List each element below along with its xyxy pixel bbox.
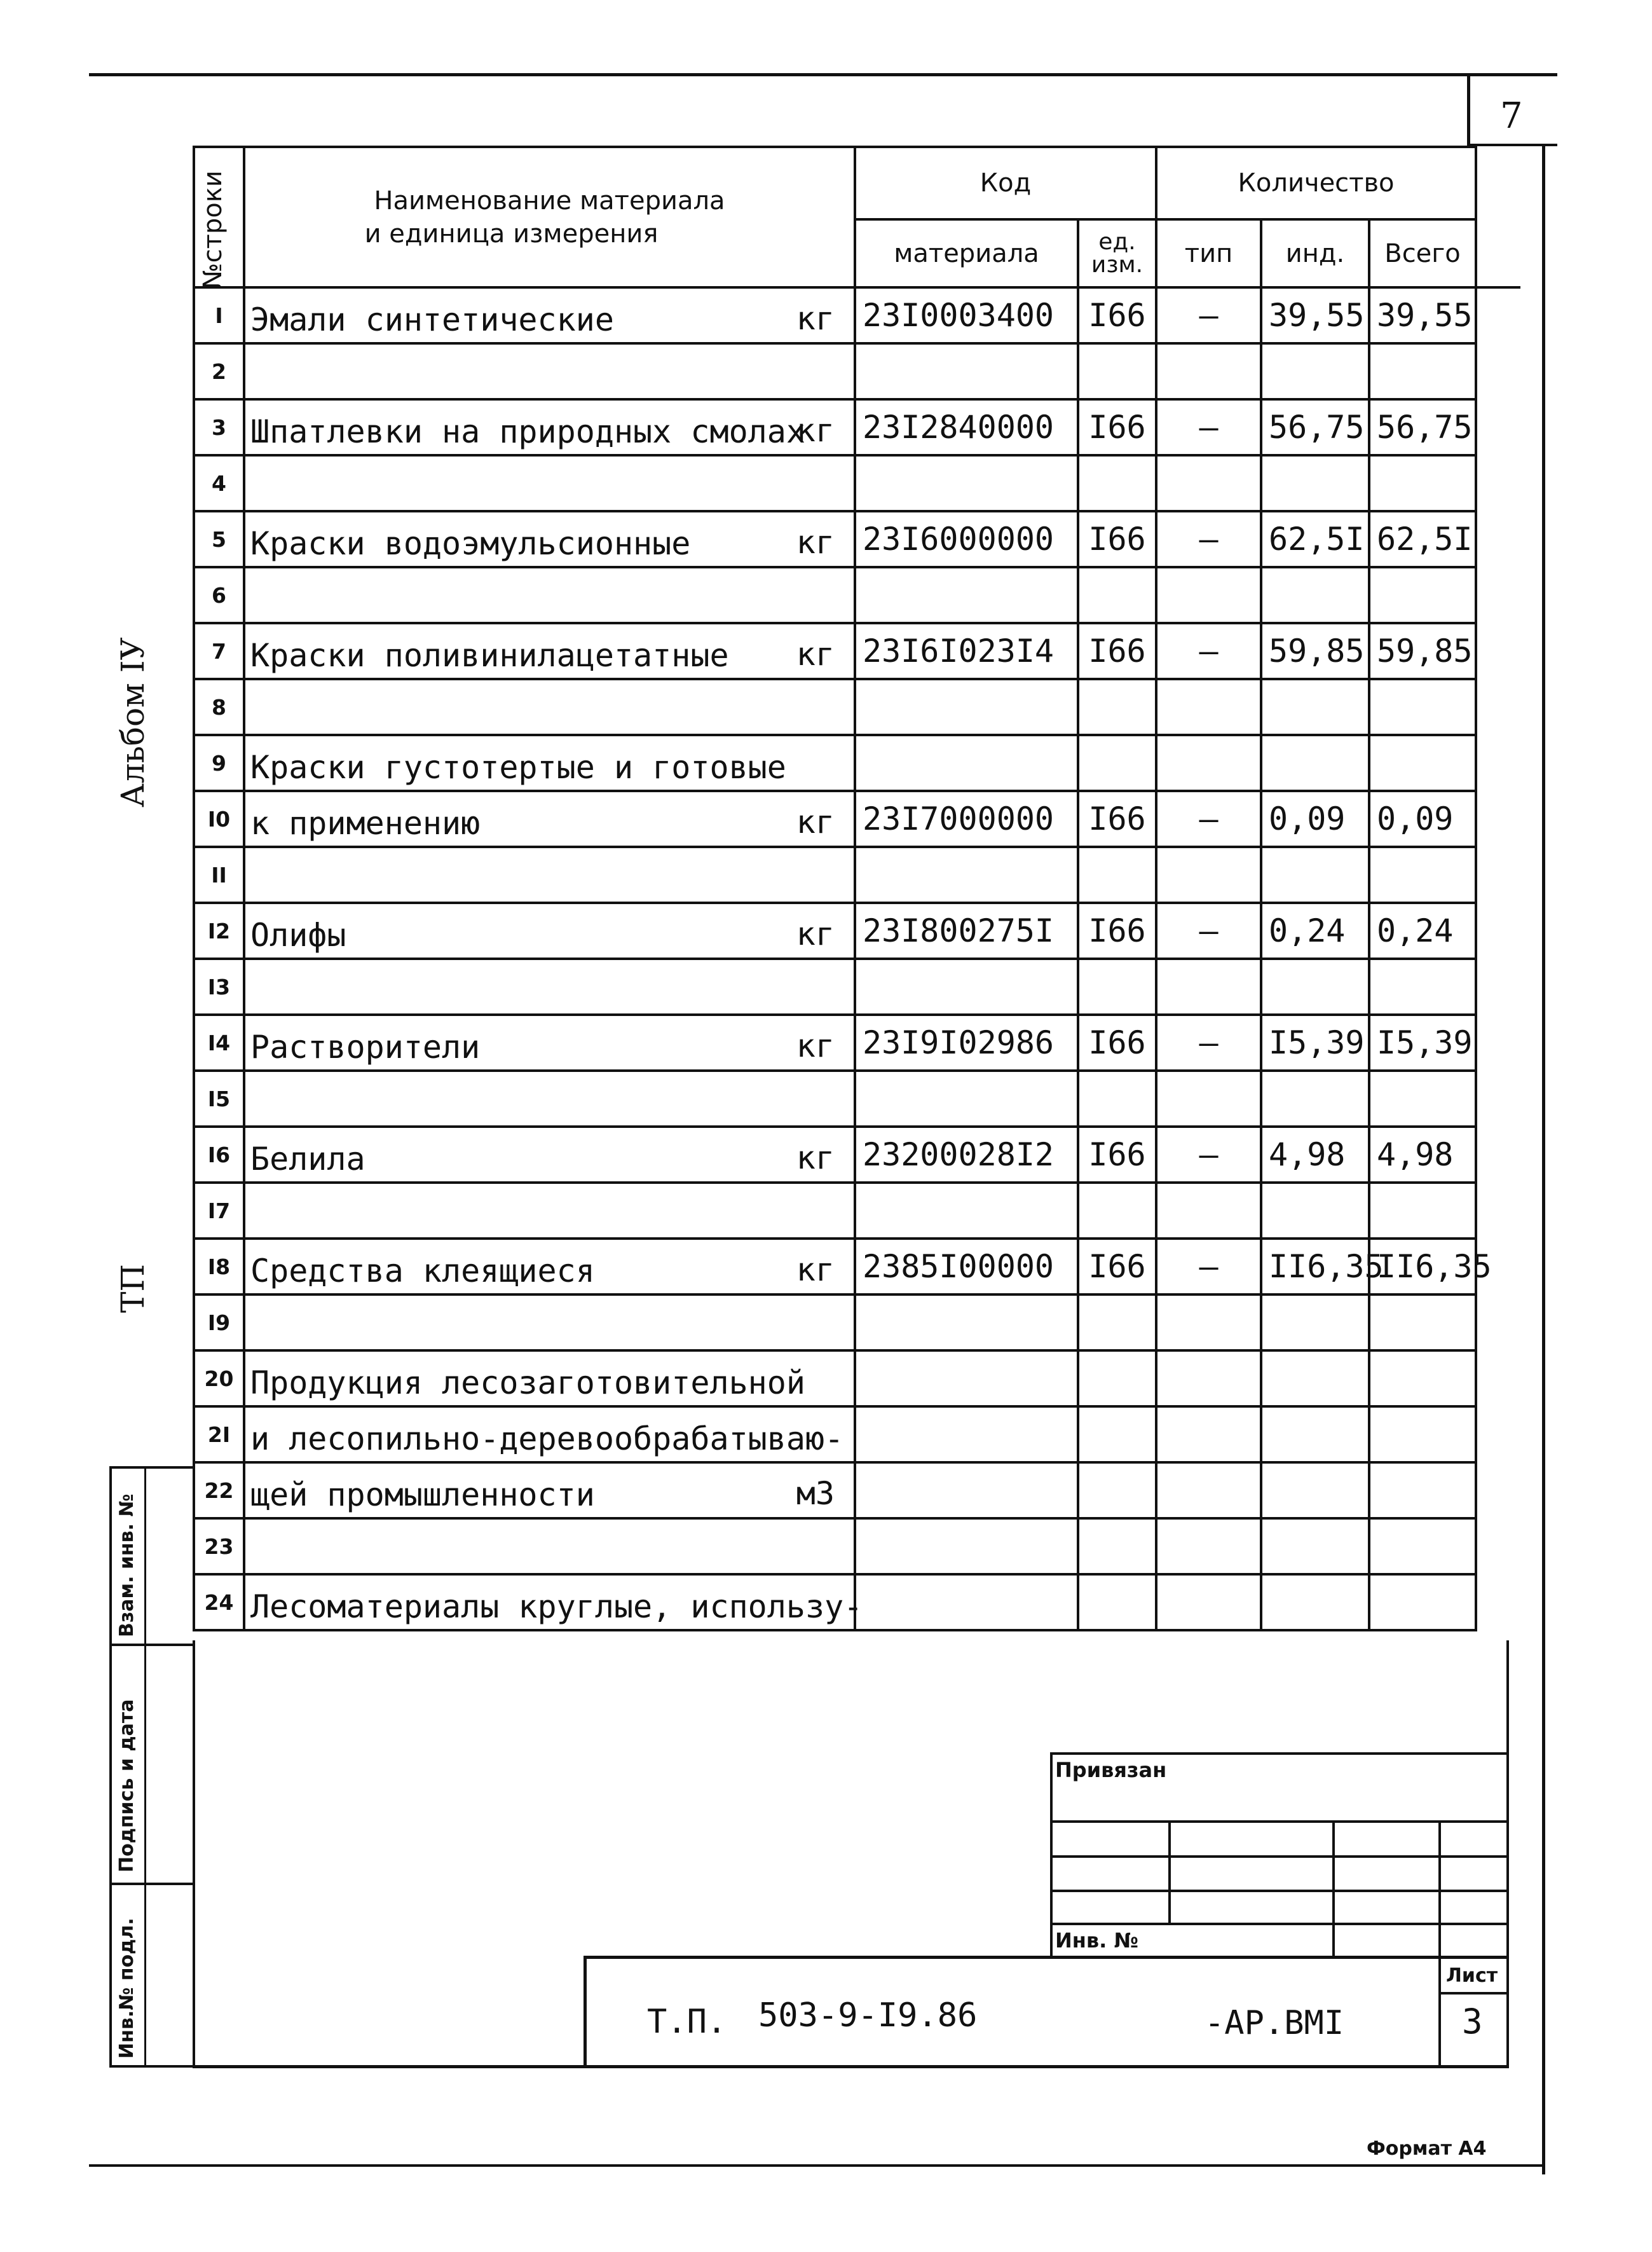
total-value — [1369, 1071, 1476, 1127]
row-number: I — [194, 287, 244, 343]
ind-value: 59,85 — [1261, 623, 1369, 679]
material-code — [855, 735, 1078, 791]
type-value — [1156, 847, 1261, 903]
unit-code — [1078, 1350, 1156, 1406]
total-value — [1369, 1518, 1476, 1574]
total-value: 62,5I — [1369, 511, 1476, 567]
row-spacer — [1476, 1350, 1520, 1406]
material-code — [855, 1183, 1078, 1239]
unit-code — [1078, 679, 1156, 735]
material-name-text: Эмали синтетические — [250, 301, 614, 338]
material-name — [244, 903, 855, 959]
type-value — [1156, 1183, 1261, 1239]
material-name — [244, 511, 855, 567]
code-group-header: Код — [855, 147, 1156, 219]
material-name-text: Белила — [250, 1141, 365, 1177]
material-code — [855, 1462, 1078, 1518]
material-name — [244, 399, 855, 455]
table-row — [194, 791, 1520, 847]
total-value: I5,39 — [1369, 1015, 1476, 1071]
stamp-box-top — [109, 1466, 194, 1469]
unit-code: I66 — [1078, 399, 1156, 455]
ind-value: 39,55 — [1261, 287, 1369, 343]
sheet-box-divider — [1438, 1992, 1509, 1995]
top-border-line — [89, 73, 1557, 76]
unit-label: кг — [796, 524, 835, 561]
unit-code — [1078, 1518, 1156, 1574]
material-code: 23I6I023I4 — [855, 623, 1078, 679]
row-spacer — [1476, 1574, 1520, 1630]
unit-code: I66 — [1078, 791, 1156, 847]
privyazan-top — [1050, 1752, 1509, 1755]
total-value: 0,09 — [1369, 791, 1476, 847]
unit-code — [1078, 1183, 1156, 1239]
material-name-text: и лесопильно-деревообрабатываю- — [250, 1420, 844, 1457]
unit-code — [1078, 735, 1156, 791]
row-spacer — [1476, 399, 1520, 455]
ind-value — [1261, 1071, 1369, 1127]
total-header: Всего — [1369, 219, 1476, 287]
name-header: Наименование материала и единица измерения — [244, 147, 855, 287]
material-name — [244, 1574, 863, 1630]
row-number: 2 — [194, 343, 244, 399]
table-row — [194, 455, 1520, 511]
unit-label: кг — [796, 300, 835, 337]
privyazan-col-3 — [1438, 1820, 1441, 1957]
row-number: I3 — [194, 959, 244, 1015]
inv-no-label: Инв. № — [1055, 1928, 1138, 1953]
material-code: 23I9I02986 — [855, 1015, 1078, 1071]
ind-value: II6,35 — [1261, 1239, 1369, 1294]
ind-value — [1261, 1406, 1369, 1462]
type-value: – — [1156, 903, 1261, 959]
table-row — [194, 903, 1520, 959]
row-spacer — [1476, 791, 1520, 847]
type-value — [1156, 1574, 1261, 1630]
row-number: I8 — [194, 1239, 244, 1294]
material-name — [244, 791, 855, 847]
unit-code-header: ед. изм. — [1078, 219, 1156, 287]
material-name — [244, 1239, 855, 1294]
total-value — [1369, 567, 1476, 623]
table-row — [194, 1294, 1520, 1350]
stamp-main-top — [584, 1956, 1509, 1959]
type-value: – — [1156, 287, 1261, 343]
total-value: 39,55 — [1369, 287, 1476, 343]
row-number: I4 — [194, 1015, 244, 1071]
row-number: 4 — [194, 455, 244, 511]
type-value — [1156, 1462, 1261, 1518]
ind-value: 4,98 — [1261, 1127, 1369, 1183]
total-value — [1369, 1350, 1476, 1406]
material-name-text: Шпатлевки на природных смолах — [250, 413, 805, 450]
material-name — [244, 343, 855, 399]
doc-number: 503-9-I9.86 — [758, 1996, 978, 2035]
format-label: Формат А4 — [1367, 2138, 1487, 2160]
type-value: – — [1156, 791, 1261, 847]
table-left-extension — [193, 1640, 195, 2068]
type-value: – — [1156, 623, 1261, 679]
type-value: – — [1156, 1127, 1261, 1183]
ind-value — [1261, 455, 1369, 511]
inv-podl-label: Инв.№ подл. — [116, 1918, 138, 2059]
total-value — [1369, 1183, 1476, 1239]
material-code — [855, 1406, 1078, 1462]
row-spacer — [1476, 1127, 1520, 1183]
row-spacer — [1476, 1294, 1520, 1350]
row-number: I2 — [194, 903, 244, 959]
title-block-bottom — [193, 2065, 1509, 2068]
row-number: I7 — [194, 1183, 244, 1239]
row-spacer — [1476, 1071, 1520, 1127]
row-number: 9 — [194, 735, 244, 791]
table-row — [194, 567, 1520, 623]
total-value — [1369, 1294, 1476, 1350]
material-name-text: Продукция лесозаготовительной — [250, 1364, 805, 1401]
unit-code — [1078, 1462, 1156, 1518]
unit-label: кг — [796, 636, 835, 673]
row-number: II — [194, 847, 244, 903]
ind-value — [1261, 679, 1369, 735]
total-value: 4,98 — [1369, 1127, 1476, 1183]
page-number-box-left — [1467, 73, 1470, 145]
ind-value — [1261, 1574, 1369, 1630]
ind-value — [1261, 567, 1369, 623]
material-code — [855, 1350, 1078, 1406]
unit-code — [1078, 343, 1156, 399]
table-row — [194, 1071, 1520, 1127]
right-border-line — [1542, 146, 1545, 2174]
row-number-header: №строки — [198, 170, 228, 289]
row-spacer — [1476, 623, 1520, 679]
material-name — [244, 567, 855, 623]
row-spacer — [1476, 847, 1520, 903]
unit-label: кг — [796, 916, 835, 952]
total-value — [1369, 455, 1476, 511]
privyazan-label: Привязан — [1055, 1758, 1167, 1782]
material-name-text: Средства клеящиеся — [250, 1253, 595, 1289]
row-spacer — [1476, 287, 1520, 343]
type-value — [1156, 567, 1261, 623]
material-name — [244, 1183, 855, 1239]
stamp-box-sep-1 — [109, 1644, 194, 1646]
type-value — [1156, 735, 1261, 791]
material-name-text: щей промышленности — [250, 1476, 595, 1513]
material-code — [855, 1518, 1078, 1574]
type-header: тип — [1156, 219, 1261, 287]
type-value: – — [1156, 1015, 1261, 1071]
material-code: 23I800275I — [855, 903, 1078, 959]
row-number: 20 — [194, 1350, 244, 1406]
material-name — [244, 1518, 855, 1574]
type-value: – — [1156, 399, 1261, 455]
type-value — [1156, 959, 1261, 1015]
material-code-header: материала — [855, 219, 1078, 287]
unit-label: кг — [796, 804, 835, 841]
privyazan-col-2 — [1332, 1820, 1335, 1957]
ind-value — [1261, 1350, 1369, 1406]
unit-code — [1078, 1406, 1156, 1462]
ind-value — [1261, 343, 1369, 399]
material-name — [244, 1350, 855, 1406]
row-spacer — [1476, 343, 1520, 399]
type-value — [1156, 1518, 1261, 1574]
unit-code: I66 — [1078, 1015, 1156, 1071]
type-value — [1156, 1406, 1261, 1462]
material-code: 23I7000000 — [855, 791, 1078, 847]
row-spacer — [1476, 959, 1520, 1015]
material-code — [855, 343, 1078, 399]
ind-value: 0,09 — [1261, 791, 1369, 847]
row-spacer — [1476, 903, 1520, 959]
material-code — [855, 1294, 1078, 1350]
material-name — [244, 1127, 855, 1183]
unit-code: I66 — [1078, 903, 1156, 959]
ind-value — [1261, 847, 1369, 903]
total-value: 0,24 — [1369, 903, 1476, 959]
material-code — [855, 679, 1078, 735]
row-number: 3 — [194, 399, 244, 455]
type-value — [1156, 343, 1261, 399]
total-value — [1369, 679, 1476, 735]
unit-code — [1078, 1294, 1156, 1350]
table-row — [194, 679, 1520, 735]
material-name — [244, 1406, 855, 1462]
material-name-text: Краски водоэмульсионные — [250, 525, 691, 562]
row-number: 7 — [194, 623, 244, 679]
material-name — [244, 455, 855, 511]
total-value — [1369, 1574, 1476, 1630]
material-name — [244, 623, 855, 679]
stamp-main-left — [584, 1956, 587, 2068]
material-name-text: к применению — [250, 805, 481, 842]
material-code: 23I6000000 — [855, 511, 1078, 567]
material-name — [244, 847, 855, 903]
type-value — [1156, 1350, 1261, 1406]
row-number: 23 — [194, 1518, 244, 1574]
table-row — [194, 1462, 1520, 1518]
row-spacer — [1476, 1015, 1520, 1071]
table-row — [194, 623, 1520, 679]
ind-value — [1261, 735, 1369, 791]
stamp-box-bottom — [109, 2065, 194, 2068]
row-spacer — [1476, 735, 1520, 791]
unit-label: кг — [796, 1139, 835, 1176]
unit-code: I66 — [1078, 1239, 1156, 1294]
type-value — [1156, 679, 1261, 735]
material-name — [244, 1294, 855, 1350]
material-name-text: Краски густотертые и готовые — [250, 749, 786, 786]
material-code: 23200028I2 — [855, 1127, 1078, 1183]
ind-value: 62,5I — [1261, 511, 1369, 567]
material-name — [244, 959, 855, 1015]
type-value: – — [1156, 1239, 1261, 1294]
bottom-border-line — [89, 2164, 1545, 2167]
table-row — [194, 1518, 1520, 1574]
ind-value — [1261, 1183, 1369, 1239]
materials-table — [193, 146, 1520, 1631]
ind-value — [1261, 1518, 1369, 1574]
table-row — [194, 847, 1520, 903]
privyazan-left — [1050, 1752, 1053, 1957]
table-bottom-right-extension — [1506, 1640, 1509, 2068]
table-row — [194, 1015, 1520, 1071]
ind-value — [1261, 1294, 1369, 1350]
row-spacer — [1476, 1406, 1520, 1462]
row-number: 8 — [194, 679, 244, 735]
ind-value — [1261, 1462, 1369, 1518]
album-label: Альбом IУ — [114, 637, 151, 807]
material-code — [855, 959, 1078, 1015]
total-value — [1369, 735, 1476, 791]
total-value: II6,35 — [1369, 1239, 1476, 1294]
unit-code — [1078, 1071, 1156, 1127]
ind-value — [1261, 959, 1369, 1015]
material-name-text: Растворители — [250, 1029, 481, 1066]
material-code — [855, 455, 1078, 511]
stamp-box-sep-2 — [109, 1883, 194, 1885]
unit-code — [1078, 847, 1156, 903]
sheet-label: Лист — [1446, 1965, 1498, 1987]
table-row — [194, 1574, 1520, 1630]
material-name — [244, 1071, 855, 1127]
stamp-box-left — [109, 1466, 112, 2068]
row-number: I6 — [194, 1127, 244, 1183]
material-code — [855, 1574, 1078, 1630]
material-name-text: Олифы — [250, 917, 346, 954]
table-edge-spacer — [1476, 147, 1520, 287]
row-number: 6 — [194, 567, 244, 623]
material-code: 23I0003400 — [855, 287, 1078, 343]
row-number: I5 — [194, 1071, 244, 1127]
table-row — [194, 959, 1520, 1015]
total-value — [1369, 1462, 1476, 1518]
unit-label: кг — [796, 412, 835, 449]
type-value — [1156, 455, 1261, 511]
total-value — [1369, 847, 1476, 903]
unit-label: кг — [796, 1027, 835, 1064]
type-value — [1156, 1294, 1261, 1350]
row-number: 22 — [194, 1462, 244, 1518]
vzam-inv-label: Взам. инв. № — [116, 1493, 138, 1637]
row-spacer — [1476, 511, 1520, 567]
total-value: 56,75 — [1369, 399, 1476, 455]
table-row — [194, 1239, 1520, 1294]
total-value: 59,85 — [1369, 623, 1476, 679]
row-number: I0 — [194, 791, 244, 847]
row-spacer — [1476, 679, 1520, 735]
material-name-text: Краски поливинилацетатные — [250, 637, 729, 674]
sheet-box-left — [1438, 1956, 1441, 2068]
row-number: I9 — [194, 1294, 244, 1350]
type-value — [1156, 1071, 1261, 1127]
ind-header: инд. — [1261, 219, 1369, 287]
unit-code: I66 — [1078, 623, 1156, 679]
unit-label: м3 — [796, 1475, 835, 1512]
sheet-number: 3 — [1462, 2001, 1483, 2042]
table-row — [194, 343, 1520, 399]
unit-code — [1078, 567, 1156, 623]
table-row — [194, 735, 1520, 791]
material-code: 23I2840000 — [855, 399, 1078, 455]
page-number: 7 — [1500, 95, 1523, 137]
table-row — [194, 287, 1520, 343]
material-name — [244, 287, 855, 343]
row-spacer — [1476, 1518, 1520, 1574]
unit-code: I66 — [1078, 1127, 1156, 1183]
material-name — [244, 679, 855, 735]
quantity-group-header: Количество — [1156, 147, 1476, 219]
ind-value: 56,75 — [1261, 399, 1369, 455]
material-code: 2385I00000 — [855, 1239, 1078, 1294]
row-spacer — [1476, 1183, 1520, 1239]
doc-prefix: Т.П. — [647, 2003, 727, 2041]
row-number: 24 — [194, 1574, 244, 1630]
tp-label: ТП — [114, 1264, 151, 1313]
row-number: 5 — [194, 511, 244, 567]
unit-code: I66 — [1078, 511, 1156, 567]
table-row — [194, 1406, 1520, 1462]
ind-value: I5,39 — [1261, 1015, 1369, 1071]
table-row — [194, 1127, 1520, 1183]
privyazan-col-1 — [1168, 1820, 1171, 1923]
type-value: – — [1156, 511, 1261, 567]
material-name — [244, 735, 855, 791]
material-code — [855, 567, 1078, 623]
total-value — [1369, 959, 1476, 1015]
stamp-box-divider — [144, 1466, 146, 2068]
total-value — [1369, 1406, 1476, 1462]
unit-code — [1078, 455, 1156, 511]
material-code — [855, 847, 1078, 903]
unit-code: I66 — [1078, 287, 1156, 343]
unit-label: кг — [796, 1251, 835, 1288]
table-row — [194, 511, 1520, 567]
row-spacer — [1476, 567, 1520, 623]
material-name — [244, 1015, 855, 1071]
material-code — [855, 1071, 1078, 1127]
row-spacer — [1476, 455, 1520, 511]
table-row — [194, 1183, 1520, 1239]
material-name-text: Лесоматериалы круглые, использу- — [250, 1588, 863, 1625]
unit-code — [1078, 1574, 1156, 1630]
podpis-data-label: Подпись и дата — [116, 1699, 138, 1872]
table-row — [194, 1350, 1520, 1406]
row-number: 2I — [194, 1406, 244, 1462]
table-row — [194, 399, 1520, 455]
unit-code — [1078, 959, 1156, 1015]
doc-suffix: -АР.ВМI — [1205, 2004, 1344, 2042]
total-value — [1369, 343, 1476, 399]
material-name — [244, 1462, 855, 1518]
ind-value: 0,24 — [1261, 903, 1369, 959]
row-spacer — [1476, 1462, 1520, 1518]
